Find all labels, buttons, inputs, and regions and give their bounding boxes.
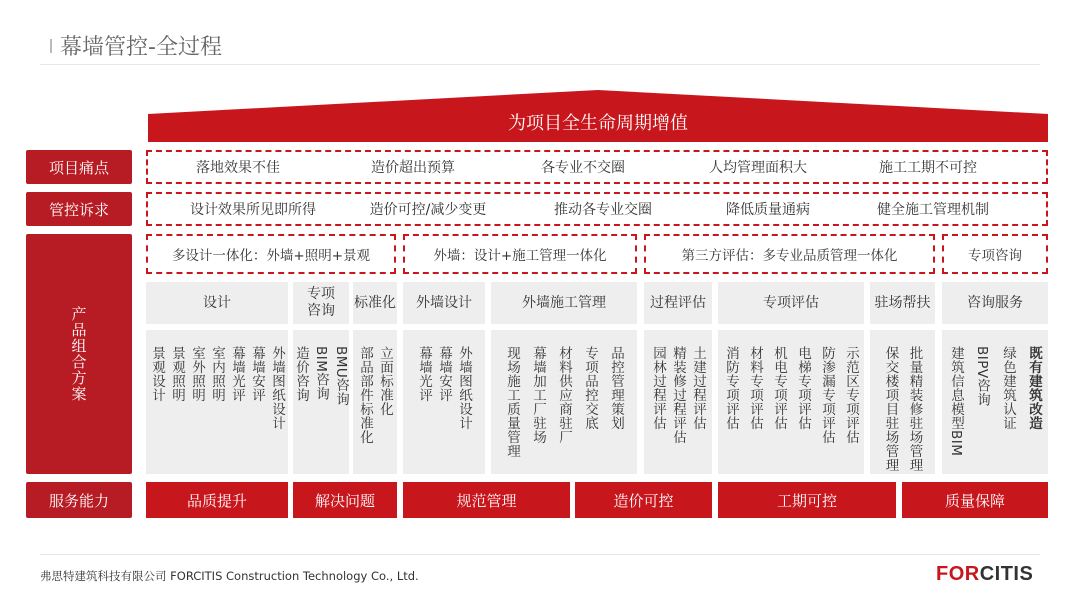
service-capability: 造价可控 xyxy=(575,482,712,518)
service-item: BIPV咨询 xyxy=(974,346,990,407)
service-item: 室外照明 xyxy=(189,346,205,402)
product-label-text: 产品组合方案 xyxy=(69,306,88,402)
column-body-special-eval xyxy=(718,330,864,474)
service-item: 室内照明 xyxy=(209,346,225,402)
pain-points-row xyxy=(146,150,1048,184)
column-body-facade-design xyxy=(403,330,485,474)
column-header: 标准化 xyxy=(353,282,397,324)
service-capability: 品质提升 xyxy=(146,482,288,518)
service-item: 电梯专项评估 xyxy=(795,346,811,430)
roof-title: 为项目全生命周期增值 xyxy=(508,113,688,134)
column-header: 驻场帮扶 xyxy=(870,282,935,324)
service-item: 消防专项评估 xyxy=(723,346,739,430)
service-item: 材料专项评估 xyxy=(747,346,763,430)
product-group: 外墙：设计+施工管理一体化 xyxy=(403,234,637,274)
service-item: 材料供应商驻厂 xyxy=(556,346,572,444)
company-name: 弗思特建筑科技有限公司 FORCITIS Construction Technology Co., Ltd. xyxy=(40,569,419,583)
service-item: 现场施工质量管理 xyxy=(504,346,520,458)
service-item: 外墙图纸设计 xyxy=(456,346,472,430)
service-item: 景观照明 xyxy=(169,346,185,402)
service-capability: 解决问题 xyxy=(293,482,397,518)
column-body-consulting xyxy=(293,330,349,474)
pain-point-item: 各专业不交圈 xyxy=(541,160,625,176)
logo-dark-part: CITIS xyxy=(979,563,1034,585)
service-item: 立面标准化 xyxy=(377,346,393,416)
product-group: 专项咨询 xyxy=(942,234,1048,274)
service-item: 外墙图纸设计 xyxy=(269,346,285,430)
service-item: 示范区专项评估 xyxy=(843,346,859,444)
service-item: BMU咨询 xyxy=(333,346,349,407)
service-item: 部品部件标准化 xyxy=(357,346,373,444)
service-item: 防渗漏专项评估 xyxy=(819,346,835,444)
service-item: 幕墙加工厂驻场 xyxy=(530,346,546,444)
pain-point-item: 落地效果不佳 xyxy=(196,160,280,176)
column-body-consulting-services xyxy=(942,330,1048,474)
top-divider xyxy=(40,64,1040,65)
column-body-onsite-support xyxy=(870,330,935,474)
service-item: 幕墙光评 xyxy=(416,346,432,402)
column-header: 专项咨询 xyxy=(293,282,349,324)
service-capability: 质量保障 xyxy=(902,482,1048,518)
service-item: 幕墙安评 xyxy=(436,346,452,402)
service-capability: 规范管理 xyxy=(403,482,570,518)
product-label xyxy=(26,234,132,474)
service-item: 幕墙光评 xyxy=(229,346,245,402)
service-item: 保交楼项目驻场管理 xyxy=(882,346,899,472)
column-header: 过程评估 xyxy=(644,282,712,324)
column-header: 专项评估 xyxy=(718,282,864,324)
page-title-text: 幕墙管控-全过程 xyxy=(60,35,222,60)
demand-item: 设计效果所见即所得 xyxy=(190,202,316,218)
column-header: 外墙设计 xyxy=(403,282,485,324)
column-body-standardization xyxy=(353,330,397,474)
service-item: 建筑信息模型BIM xyxy=(948,346,964,457)
service-item: BIM咨询 xyxy=(313,346,329,401)
column-header: 外墙施工管理 xyxy=(491,282,637,324)
service-item: 土建过程评估 xyxy=(690,346,706,430)
service-item: 专项品控交底 xyxy=(582,346,598,430)
product-group: 第三方评估：多专业品质管理一体化 xyxy=(644,234,935,274)
column-body-design xyxy=(146,330,288,474)
service-item: 景观设计 xyxy=(149,346,165,402)
demand-item: 健全施工管理机制 xyxy=(877,202,989,218)
service-item: 精装修过程评估 xyxy=(670,346,686,444)
service-item: 机电专项评估 xyxy=(771,346,787,430)
demand-item: 造价可控/减少变更 xyxy=(369,202,487,218)
demands-label: 管控诉求 xyxy=(26,192,132,226)
column-body-construction-mgmt xyxy=(491,330,637,474)
demand-item: 降低质量通病 xyxy=(726,202,810,218)
service-item: 园林过程评估 xyxy=(650,346,666,430)
bottom-divider xyxy=(40,554,1040,555)
demands-row xyxy=(146,192,1048,226)
pain-point-item: 人均管理面积大 xyxy=(709,160,807,176)
service-item: 批量精装修驻场管理 xyxy=(906,346,923,472)
service-label: 服务能力 xyxy=(26,482,132,518)
product-group: 多设计一体化：外墙+照明+景观 xyxy=(146,234,396,274)
service-item: 既有建筑改造 xyxy=(1026,346,1042,430)
service-item: 绿色建筑认证 xyxy=(1000,346,1016,430)
brand-logo xyxy=(936,563,1033,586)
service-capability: 工期可控 xyxy=(718,482,896,518)
column-header: 咨询服务 xyxy=(942,282,1048,324)
service-item: 幕墙安评 xyxy=(249,346,265,402)
pain-point-item: 施工工期不可控 xyxy=(879,160,977,176)
column-header: 设计 xyxy=(146,282,288,324)
service-item: 品控管理策划 xyxy=(608,346,624,430)
column-body-process-eval xyxy=(644,330,712,474)
logo-red-part: FOR xyxy=(936,563,980,585)
title-marker xyxy=(50,39,52,53)
demand-item: 推动各专业交圈 xyxy=(554,202,652,218)
service-item: 造价咨询 xyxy=(293,346,309,402)
pain-points-label: 项目痛点 xyxy=(26,150,132,184)
pain-point-item: 造价超出预算 xyxy=(371,160,455,176)
